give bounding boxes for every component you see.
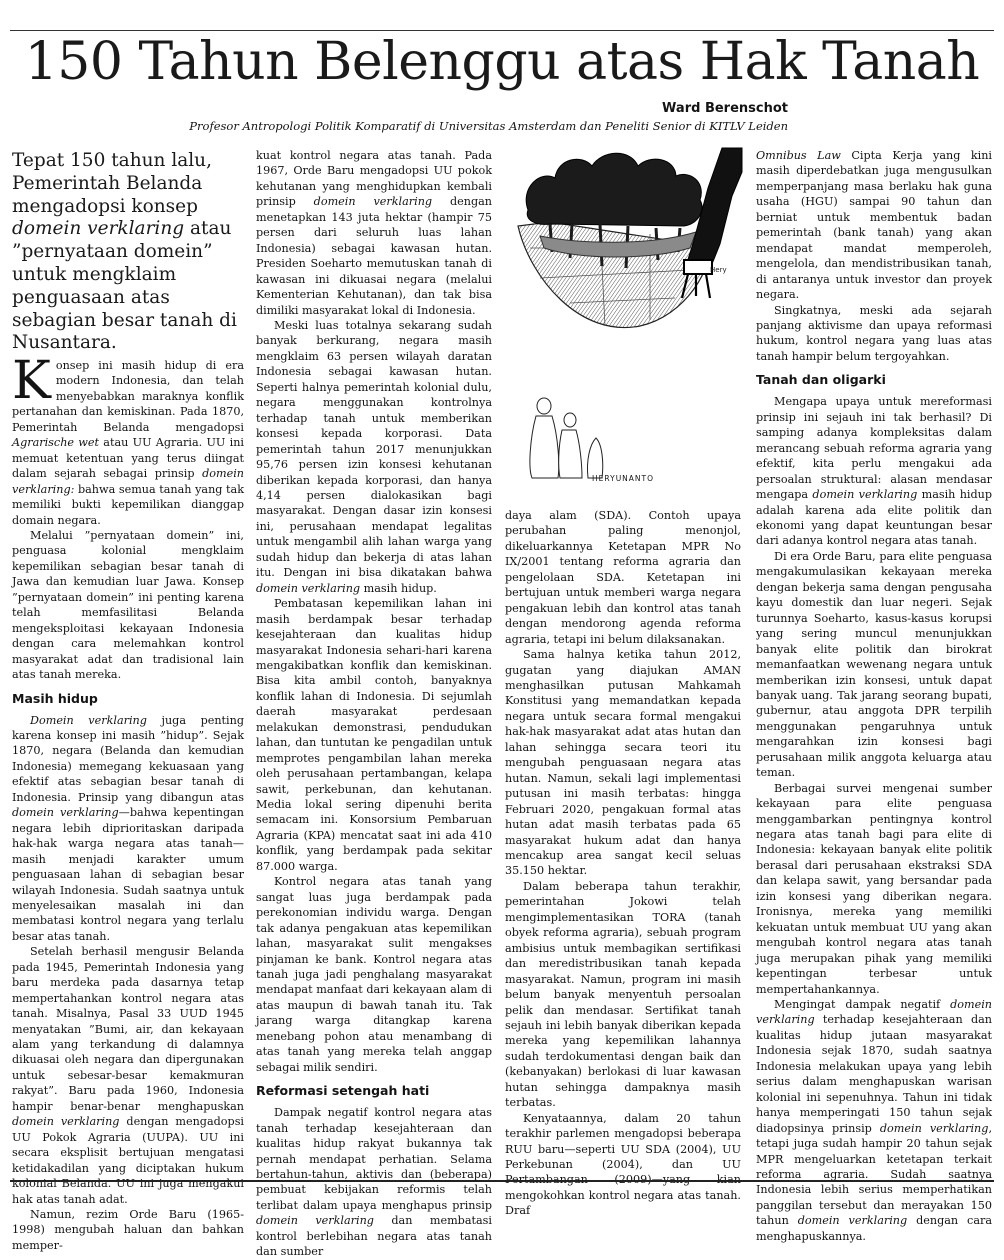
text-run: dan membatasi kontrol berlebihan negara atas tanah dan sumber xyxy=(256,1214,492,1259)
body-paragraph: Berbagai survei mengenai sumber kekayaan para elite penguasa menggambarkan pentingnya kontrol negara atas tanah bagi para elite di Indonesia: kekayaan banyak elite politik berasal dari perusahaan ekstraksi SDA dan kelapa sawit, yang bersandar pada izin konsesi yang diberikan negara. Ironisnya, mereka yang memiliki kekuatan untuk membuat UU yang akan mengubah kontrol negara atas tanah juga merupakan pihak yang memiliki kepentingan terbesar untuk mempertahankannya. xyxy=(756,781,992,996)
section-heading: Tanah dan oligarki xyxy=(756,372,886,388)
text-emphasis: domein verklaring xyxy=(256,1214,374,1228)
body-paragraph: Pembatasan kepemilikan lahan ini masih berdampak besar terhadap kesejahteraan dan kualitas hidup masyarakat Indonesia sehari-hari karena mengakibatkan konflik dan kemiskinan. Bisa kita ambil contoh, banyaknya konflik lahan di Indonesia. Di sejumlah daerah masyarakat perdesaan melakukan demonstrasi, pendudukan lahan, dan tuntutan ke pengadilan untuk memprotes pengambilan lahan mereka oleh perusahaan pertambangan, kelapa sawit, perkebunan, dan kehutanan. Media lokal sering dipenuhi berita semacam ini. Konsorsium Pembaruan Agraria (KPA) mencatat saat ini ada 410 konflik, yang berdampak pada sekitar 87.000 warga. xyxy=(256,597,492,873)
lead-text-part: atau ”pernyataan domein” untuk mengklaim penguasaan atas sebagian besar tanah di Nusantara. xyxy=(12,218,237,354)
text-emphasis: domein verklaring xyxy=(756,998,992,1027)
text-emphasis: domein verklaring xyxy=(313,195,433,209)
text-run: Setelah berhasil mengusir Belanda pada 1945, Pemerintah Indonesia yang baru merdeka pada dasarnya tetap mempertahankan kontrol negara atas tanah. Misalnya, Pasal 33 UUD 1945 menyatakan ”Bumi, air, dan kekayaan alam yang terkandung di dalamnya dikuasai oleh negara dan dipergunakan untuk sebesar-besar kemakmuran rakyat”. Baru pada 1960, Indonesia hampir benar-benar menghapuskan xyxy=(12,945,244,1113)
text-run: dengan cara menghapuskannya. xyxy=(756,1214,993,1243)
text-run: Mengingat dampak negatif xyxy=(774,998,951,1012)
text-run: dengan mengadopsi UU Pokok Agraria (UUPA). UU ini secara eksplisit bertujuan mengatasi ketidakadilan yang diciptakan hukum kolonial Belanda. UU ini juga mengakui hak atas tanah adat. xyxy=(12,1115,245,1206)
article-column-1 xyxy=(12,351,245,1253)
text-run: masih hidup adalah karena ada elite politik dan ekonomi yang dapat keuntungan besar dari adanya kontrol negara atas tanah. xyxy=(756,488,993,548)
body-paragraph: Dalam beberapa tahun terakhir, pemerintahan Jokowi telah mengimplementasikan TORA (tanah obyek reforma agraria), sebuah program ambisius untuk membagikan sertifikasi dan meredistribusikan tanah kepada masyarakat. Namun, program ini masih belum banyak menyentuh persoalan pelik dan mendasar. Sertifikat tanah sejauh ini lebih banyak diberikan kepada mereka yang kepemilikan lahannya sudah terdokumentasi dengan baik dan (kebanyakan) berlokasi di luar kawasan hutan sehingga dampaknya masih terbatas. xyxy=(505,879,741,1110)
article-column-3 xyxy=(505,508,741,1219)
text-emphasis: domein verklaring: xyxy=(12,467,244,496)
lead-paragraph xyxy=(12,150,244,355)
body-paragraph xyxy=(756,394,992,549)
text-emphasis: Domein verklaring xyxy=(30,713,147,727)
text-emphasis: domein verklaring xyxy=(12,1115,120,1129)
text-run: onsep ini masih hidup di era modern Indonesia, dan telah menyebabkan maraknya konflik pertanahan dan kemiskinan. Pada 1870, Pemerintah Belanda mengadopsi xyxy=(12,359,244,434)
text-run: , tetapi juga sudah hampir 20 tahun sejak MPR mengeluarkan ketetapan terkait reforma agraria. Sudah saatnya Indonesia lebih serius memperhatikan panggilan tersebut dan merayakan 150 tahun xyxy=(756,1121,992,1228)
trees-shape xyxy=(526,153,702,226)
body-paragraph: Melalui ”pernyataan domein” ini, penguasa kolonial mengklaim kepemilikan sebagian besar tanah di Jawa dan kemudian luar Jawa. Konsep ”pernyataan domein” ini penting karena telah memfasilitasi Belanda mengeksploitasi kekayaan Indonesia dengan cara melemahkan kontrol masyarakat adat dan tradisional lain atas tanah mereka. xyxy=(12,528,244,682)
section-heading: Reformasi setengah hati xyxy=(256,1083,430,1099)
body-paragraph xyxy=(12,351,244,528)
person-figure xyxy=(559,430,582,478)
body-paragraph: Namun, rezim Orde Baru (1965-1998) mengubah haluan dan bahkan memper- xyxy=(12,1208,244,1252)
text-emphasis: domein verklaring xyxy=(879,1121,989,1135)
article-column-4 xyxy=(756,148,992,1244)
body-paragraph xyxy=(256,1105,492,1260)
bottom-rule xyxy=(10,1180,994,1182)
text-run: Meski luas totalnya sekarang sudah banyak berkurang, negara masih mengklaim 63 persen wilayah daratan Indonesia sebagai kawasan hutan. Seperti halnya pemerintah kolonial dulu, negara menggunakan kontrolnya terhadap tanah untuk memberikan konsesi kepada korporasi. Data pemerintah tahun 2017 menunjukkan 95,76 persen izin konsesi kehutanan diberikan kepada korporasi, dan hanya 4,14 persen dialokasikan bagi masyarakat. Dengan dasar izin konsesi ini, perusahaan mendapat legalitas untuk mengambil alih lahan warga yang sudah hidup dan bekerja di atas lahan itu. Dengan ini bisa dikatakan bahwa xyxy=(256,318,492,580)
body-paragraph: daya alam (SDA). Contoh upaya perubahan paling menonjol, dikeluarkannya Ketetapan MPR No IX/2001 tentang reforma agraria dan pengelolaan SDA. Ketetapan ini bertujuan untuk memberi warga negara pengakuan lebih dan kontrol atas tanah dengan mendorong agenda reforma agraria, tetapi ini belum dilaksanakan. xyxy=(505,509,741,646)
author-affiliation: Profesor Antropologi Politik Komparatif di Universitas Amsterdam dan Peneliti Senior di KITLV Leiden xyxy=(189,119,788,133)
author-name: Ward Berenschot xyxy=(662,101,788,116)
editorial-illustration xyxy=(510,148,742,486)
illustrator-signature: HERYUNANTO xyxy=(592,474,655,483)
person-figure xyxy=(530,416,559,478)
text-emphasis: Agrarische wet xyxy=(12,436,100,450)
section-heading: Masih hidup xyxy=(12,690,98,706)
text-run: —bahwa kepentingan negara lebih diprioritaskan daripada hak-hak warga negara atas tanah—masih menjadi karakter umum penguasaan lahan di sebagian besar wilayah Indonesia. Sudah saatnya untuk menyelesaikan masalah ini dan membatasi kontrol negara yang terlalu besar atas tanah. xyxy=(12,806,244,943)
body-paragraph xyxy=(12,944,244,1207)
body-paragraph xyxy=(756,148,992,303)
text-emphasis: Omnibus Law xyxy=(756,149,841,162)
text-run: Mengapa upaya untuk mereformasi prinsip ini sejauh ini tak berhasil? Di samping adanya kompleksitas dalam merancang sebuah reforma agraria yang efektif, kita perlu mengakui ada persoalan struktural: alasan mendasar mengapa xyxy=(756,395,992,502)
artist-mark: Hery xyxy=(710,266,727,274)
headline: 150 Tahun Belenggu atas Hak Tanah xyxy=(24,32,980,92)
body-paragraph xyxy=(12,713,244,945)
text-run: dengan menetapkan 143 juta hektar (hampir 75 persen dari seluruh luas lahan Indonesia) sebagai kawasan hutan. Presiden Soeharto memutuskan tanah di kawasan ini dikuasai negara (melalui Kementerian Kehutanan), dan tak bisa dimiliki masyarakat lokal di Indonesia. xyxy=(256,195,492,317)
body-paragraph xyxy=(256,318,492,596)
text-run: Cipta Kerja yang kini masih diperdebatkan juga mengusulkan memperpanjang masa berlaku hak guna usaha (HGU) sampai 90 tahun dan berniat untuk membentuk badan pemerintah (bank tanah) yang akan mendapat mandat memperoleh, mengelola, dan mendistribusikan tanah, di antaranya untuk investor dan proyek negara. xyxy=(756,149,992,302)
text-emphasis: domein verklaring xyxy=(812,488,918,502)
body-paragraph: Sama halnya ketika tahun 2012, gugatan yang diajukan AMAN menghasilkan putusan Mahkamah Konstitusi yang memandatkan kepada negara untuk secara formal mengakui hak-hak masyarakat adat atas hutan dan lahan sehingga secara teori itu mengubah penguasaan negara atas hutan. Namun, sekali lagi implementasi putusan ini masih terbatas: hingga Februari 2020, pengakuan formal atas hutan adat masih terbatas pada 65 masyarakat hukum adat dan hanya mencakup area sangat kecil seluas 35.150 hektar. xyxy=(505,648,741,878)
lead-text-part: Tepat 150 tahun lalu, Pemerintah Belanda mengadopsi konsep xyxy=(12,150,212,217)
body-paragraph: Kontrol negara atas tanah yang sangat luas juga berdampak pada perekonomian individu warga. Dengan tak adanya pengakuan atas kepemilikan lahan, masyarakat sulit mengakses pinjaman ke bank. Kontrol negara atas tanah juga jadi penghalang masyarakat mendapat manfaat dari kekayaan alam di atas maupun di bawah tanah itu. Tak jarang warga ditangkap karena menebang pohon atau menambang di atas tanah yang mereka telah anggap sebagai milik sendiri. xyxy=(256,875,492,1074)
text-run: terhadap kesejahteraan dan kualitas hidup jutaan masyarakat Indonesia sejak 1870, sudah saatnya Indonesia melakukan upaya yang lebih serius dalam menghapuskan warisan kolonial ini sepenuhnya. Tahun ini tidak hanya memperingati 150 tahun sejak diadopsinya prinsip xyxy=(756,1013,992,1135)
text-emphasis: domein verklaring xyxy=(256,581,361,595)
text-run: bahwa semua tanah yang tak memiliki bukti kepemilikan dianggap domain negara. xyxy=(12,482,244,527)
text-emphasis: domein verklaring xyxy=(797,1214,908,1228)
text-emphasis: domein verklaring xyxy=(12,806,119,820)
body-paragraph: Di era Orde Baru, para elite penguasa mengakumulasikan kekayaan mereka dengan bekerja sama dengan pengusaha kayu domestik dan luar negeri. Sejak turunnya Soeharto, kasus-kasus korupsi yang sering muncul menunjukkan banyak elite politik dan birokrat memanfaatkan wewenang negara untuk memberikan izin konsesi, untuk dapat banyak uang. Tak jarang seorang bupati, gubernur, atau anggota DPR terpilih menggunakan pengaruhnya untuk mengarahkan izin konsesi bagi perusahaan milik anggota keluarga atau teman. xyxy=(756,549,992,780)
text-run: kuat kontrol negara atas tanah. Pada 1967, Orde Baru mengadopsi UU pokok kehutanan yang menghidupkan kembali prinsip xyxy=(256,149,492,209)
text-run: atau UU Agraria. UU ini memuat ketentuan yang terus diingat dalam sejarah sebagai prinsip xyxy=(12,436,244,481)
lead-text-emphasis: domein verklaring xyxy=(12,218,185,240)
text-run: masih hidup. xyxy=(360,581,437,595)
body-paragraph xyxy=(256,148,492,318)
text-run: juga penting karena konsep ini masih ”hidup”. Sejak 1870, negara (Belanda dan kemudian Indonesia) memegang kekuasaan yang efektif atas sebagian besar tanah di Indonesia. Prinsip yang dibangun atas xyxy=(12,713,244,804)
body-paragraph: Kenyataannya, dalam 20 tahun terakhir parlemen mengadopsi beberapa RUU baru—seperti UU SDA (2004), UU Perkebunan (2004), dan UU Pertambangan (2009)—yang kian mengokohkan kontrol negara atas tanah. Draf xyxy=(505,1111,741,1218)
text-run: Dampak negatif kontrol negara atas tanah terhadap kesejahteraan dan kualitas hidup rakyat bukannya tak pernah mendapat perhatian. Selama bertahun-tahun, aktivis dan (beberapa) pembuat kebijakan reformis telah terlibat dalam upaya menghapus prinsip xyxy=(256,1106,492,1212)
body-paragraph: Singkatnya, meski ada sejarah panjang aktivisme dan upaya reformasi hukum, kontrol negara yang luas atas tanah hampir belum tergoyahkan. xyxy=(756,303,992,363)
article-column-2 xyxy=(256,148,492,1260)
body-paragraph xyxy=(756,997,992,1244)
drop-cap: K xyxy=(12,351,51,411)
